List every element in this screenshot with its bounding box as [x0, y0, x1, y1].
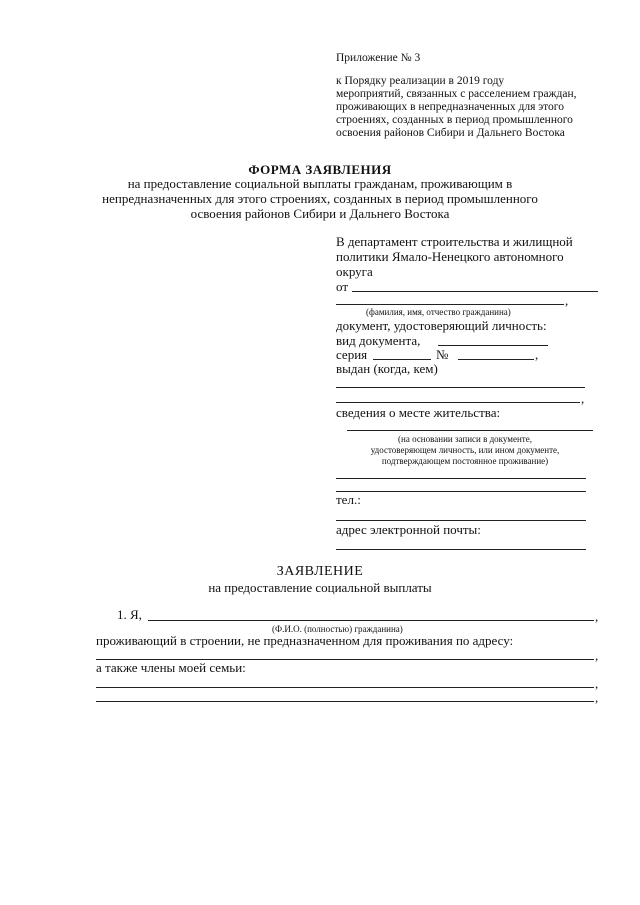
name-field[interactable] — [336, 304, 564, 305]
email-label: адрес электронной почты: — [336, 522, 481, 537]
from-label: от — [336, 279, 349, 294]
issued-label: выдан (когда, кем) — [336, 361, 438, 376]
appendix-line: мероприятий, связанных с расселением граждан, — [336, 88, 577, 100]
appendix-line: строениях, созданных в период промышленного — [336, 114, 573, 126]
doc-type-field[interactable] — [438, 345, 548, 346]
comma: , — [595, 690, 599, 705]
addressee-line: округа — [336, 264, 373, 279]
series-field[interactable] — [373, 359, 431, 360]
phone-label: тел.: — [336, 492, 361, 507]
form-title: ФОРМА ЗАЯВЛЕНИЯ — [248, 162, 392, 177]
email-field[interactable] — [336, 549, 586, 550]
name-caption: (фамилия, имя, отчество гражданина) — [366, 307, 511, 317]
residence-field[interactable] — [336, 478, 586, 479]
family-label: а также члены моей семьи: — [96, 660, 246, 675]
form-subtitle-line: непредназначенных для этого строениях, созданных в период промышленного — [102, 191, 538, 206]
fio-field[interactable] — [148, 620, 594, 621]
comma: , — [535, 347, 539, 362]
from-field[interactable] — [352, 291, 598, 292]
residence-field[interactable] — [347, 430, 593, 431]
appendix-line: к Порядку реализации в 2019 году — [336, 75, 505, 87]
appendix-line: проживающих в непредназначенных для этого — [336, 101, 564, 113]
phone-field[interactable] — [336, 520, 586, 521]
doc-type-label: вид документа, — [336, 333, 421, 348]
doc-label: документ, удостоверяющий личность: — [336, 318, 547, 333]
appendix-line: освоения районов Сибири и Дальнего Востока — [336, 127, 565, 139]
comma: , — [595, 676, 599, 691]
fio-caption: (Ф.И.О. (полностью) гражданина) — [272, 624, 403, 634]
addressee-line: В департамент строительства и жилищной — [336, 234, 573, 249]
residence-field[interactable] — [336, 491, 586, 492]
addressee-line: политики Ямало-Ненецкого автономного — [336, 249, 564, 264]
family-field[interactable] — [96, 687, 594, 688]
residence-caption: (на основании записи в документе, — [398, 434, 532, 444]
comma: , — [581, 391, 585, 406]
residing-label: проживающий в строении, не предназначенном для проживания по адресу: — [96, 633, 514, 648]
appendix-title: Приложение № 3 — [336, 52, 421, 64]
residence-caption: подтверждающем постоянное проживание) — [381, 456, 549, 466]
comma: , — [595, 609, 599, 624]
form-subtitle-line: на предоставление социальной выплаты гражданам, проживающим в — [127, 176, 513, 191]
family-field[interactable] — [96, 701, 594, 702]
residence-label: сведения о месте жительства: — [336, 405, 501, 420]
statement-subtitle: на предоставление социальной выплаты — [208, 580, 432, 595]
number-label: № — [436, 347, 449, 362]
item1-label: 1. Я, — [117, 607, 142, 622]
form-subtitle-line: освоения районов Сибири и Дальнего Востока — [190, 206, 450, 221]
residence-caption: удостоверяющем личность, или ином документе, — [370, 445, 560, 455]
issued-field[interactable] — [336, 402, 580, 403]
issued-field[interactable] — [336, 387, 585, 388]
statement-title: ЗАЯВЛЕНИЕ — [276, 564, 364, 579]
comma: , — [595, 648, 599, 663]
series-label: серия — [336, 347, 368, 362]
number-field[interactable] — [458, 359, 534, 360]
comma: , — [565, 293, 569, 308]
